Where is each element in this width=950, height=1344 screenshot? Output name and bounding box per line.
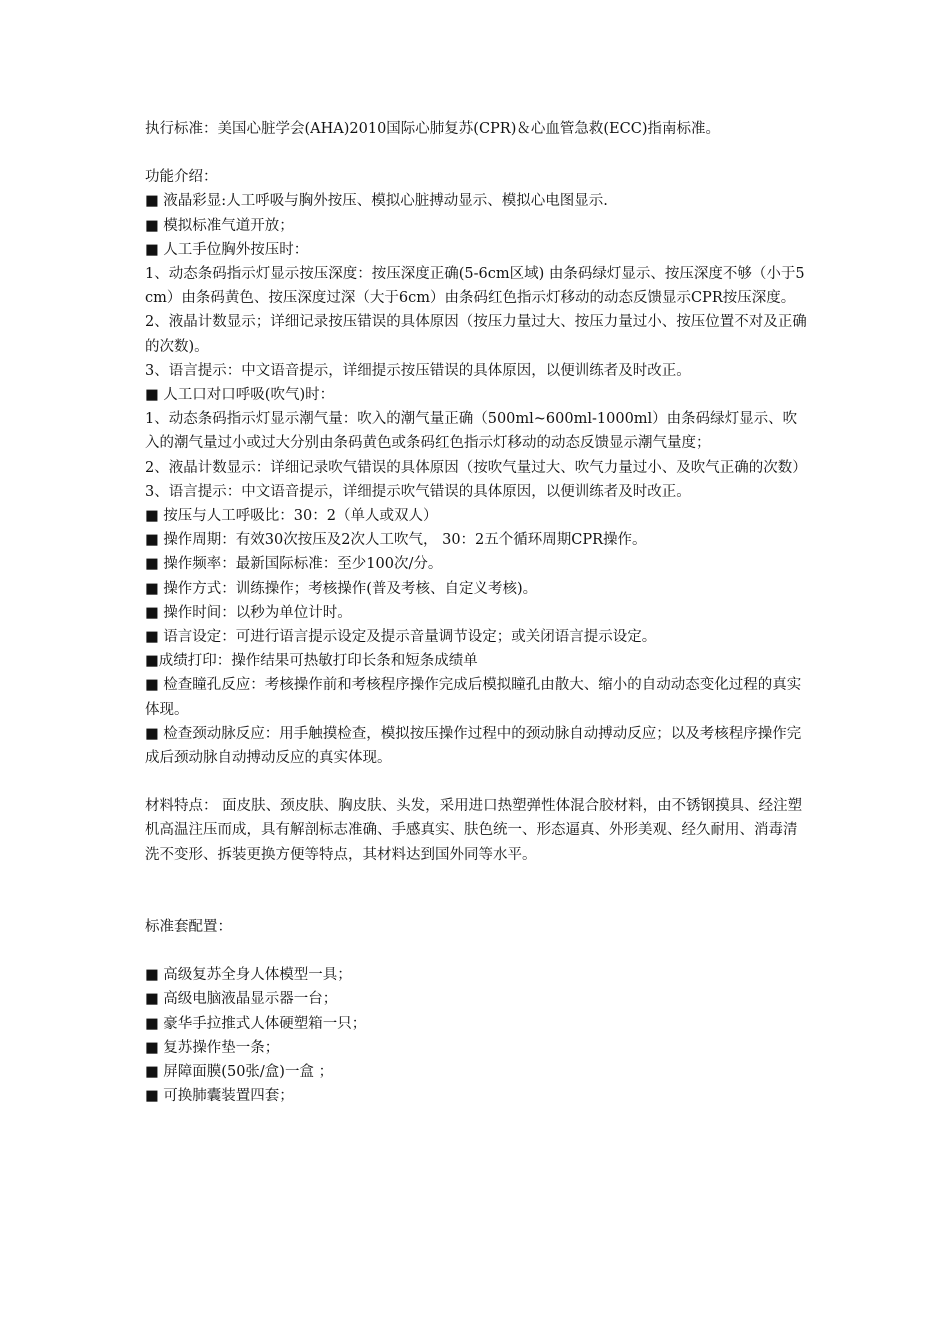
paragraph-gap <box>145 770 810 794</box>
config-heading: 标准套配置： <box>145 918 232 935</box>
config-item-case: ■ 豪华手拉推式人体硬塑箱一只； <box>145 1015 367 1032</box>
paragraph-gap <box>145 939 810 963</box>
feature-language: ■ 语言设定：可进行语言提示设定及提示音量调节设定；或关闭语言提示设定。 <box>145 629 657 646</box>
feature-cycle: ■ 操作周期：有效30次按压及2次人工吹气， 30：2五个循环周期CPR操作。 <box>145 532 647 549</box>
config-item-model: ■ 高级复苏全身人体模型一具； <box>145 967 352 984</box>
config-item-lung-bag: ■ 可换肺囊装置四套； <box>145 1088 294 1105</box>
feature-airway: ■ 模拟标准气道开放； <box>145 217 294 234</box>
breath-item-voice: 3、语言提示：中文语音提示，详细提示吹气错误的具体原因，以便训练者及时改正。 <box>145 483 691 500</box>
config-item-face-shield: ■ 屏障面膜(50张/盒)一盒 ； <box>145 1063 334 1080</box>
breath-item-count: 2、液晶计数显示：详细记录吹气错误的具体原因（按吹气量过大、吹气力量过小、及吹气正确的次数） <box>145 459 807 476</box>
materials-paragraph: 材料特点： 面皮肤、颈皮肤、胸皮肤、头发，采用进口热塑弹性体混合胶材料，由不锈钢摸具、经注塑机高温注压而成，具有解剖标志准确、手感真实、肤色统一、形态逼真、外形美观、经久耐用、消毒清洗不变形、拆装更换方便等特点，其材料达到国外同等水平。 <box>145 798 803 863</box>
feature-mode: ■ 操作方式：训练操作；考核操作(普及考核、自定义考核)。 <box>145 580 538 597</box>
breath-heading: ■ 人工口对口呼吸(吹气)时： <box>145 387 335 404</box>
standard-line: 执行标准：美国心脏学会(AHA)2010国际心肺复苏(CPR)＆心血管急救(ECC)指南标准。 <box>145 121 720 137</box>
features-heading: 功能介绍： <box>145 169 218 186</box>
feature-lcd: ■ 液晶彩显:人工呼吸与胸外按压、模拟心脏搏动显示、模拟心电图显示. <box>145 193 608 210</box>
feature-ratio: ■ 按压与人工呼吸比：30：2（单人或双人） <box>145 508 438 525</box>
document-body <box>145 117 810 1108</box>
feature-print: ■成绩打印：操作结果可热敏打印长条和短条成绩单 <box>145 653 478 670</box>
compression-heading: ■ 人工手位胸外按压时： <box>145 241 309 258</box>
compression-item-voice: 3、语言提示：中文语音提示，详细提示按压错误的具体原因，以便训练者及时改正。 <box>145 362 691 379</box>
feature-pupil: ■ 检查瞳孔反应：考核操作前和考核程序操作完成后模拟瞳孔由散大、缩小的自动动态变化过程的真实体现。 <box>145 677 802 718</box>
paragraph-gap <box>145 867 810 915</box>
feature-carotid: ■ 检查颈动脉反应：用手触摸检查，模拟按压操作过程中的颈动脉自动搏动反应；以及考核程序操作完成后颈动脉自动搏动反应的真实体现。 <box>145 725 802 767</box>
config-item-monitor: ■ 高级电脑液晶显示器一台； <box>145 991 338 1008</box>
paragraph-gap <box>145 141 810 165</box>
feature-frequency: ■ 操作频率：最新国际标准：至少100次/分。 <box>145 556 443 573</box>
config-item-mat: ■ 复苏操作垫一条； <box>145 1039 280 1056</box>
feature-time: ■ 操作时间：以秒为单位计时。 <box>145 604 352 621</box>
compression-item-count: 2、液晶计数显示；详细记录按压错误的具体原因（按压力量过大、按压力量过小、按压位置不对及正确的次数)。 <box>145 314 807 355</box>
breath-item-volume: 1、动态条码指示灯显示潮气量：吹入的潮气量正确（500ml~600ml-1000ml）由条码绿灯显示、吹入的潮气量过小或过大分别由条码黄色或条码红色指示灯移动的动态反馈显示潮气量度； <box>145 411 798 452</box>
compression-item-depth: 1、动态条码指示灯显示按压深度：按压深度正确(5-6cm区域) 由条码绿灯显示、按压深度不够（小于5cm）由条码黄色、按压深度过深（大于6cm）由条码红色指示灯移动的动态反馈显示CPR按压深度。 <box>145 266 805 307</box>
